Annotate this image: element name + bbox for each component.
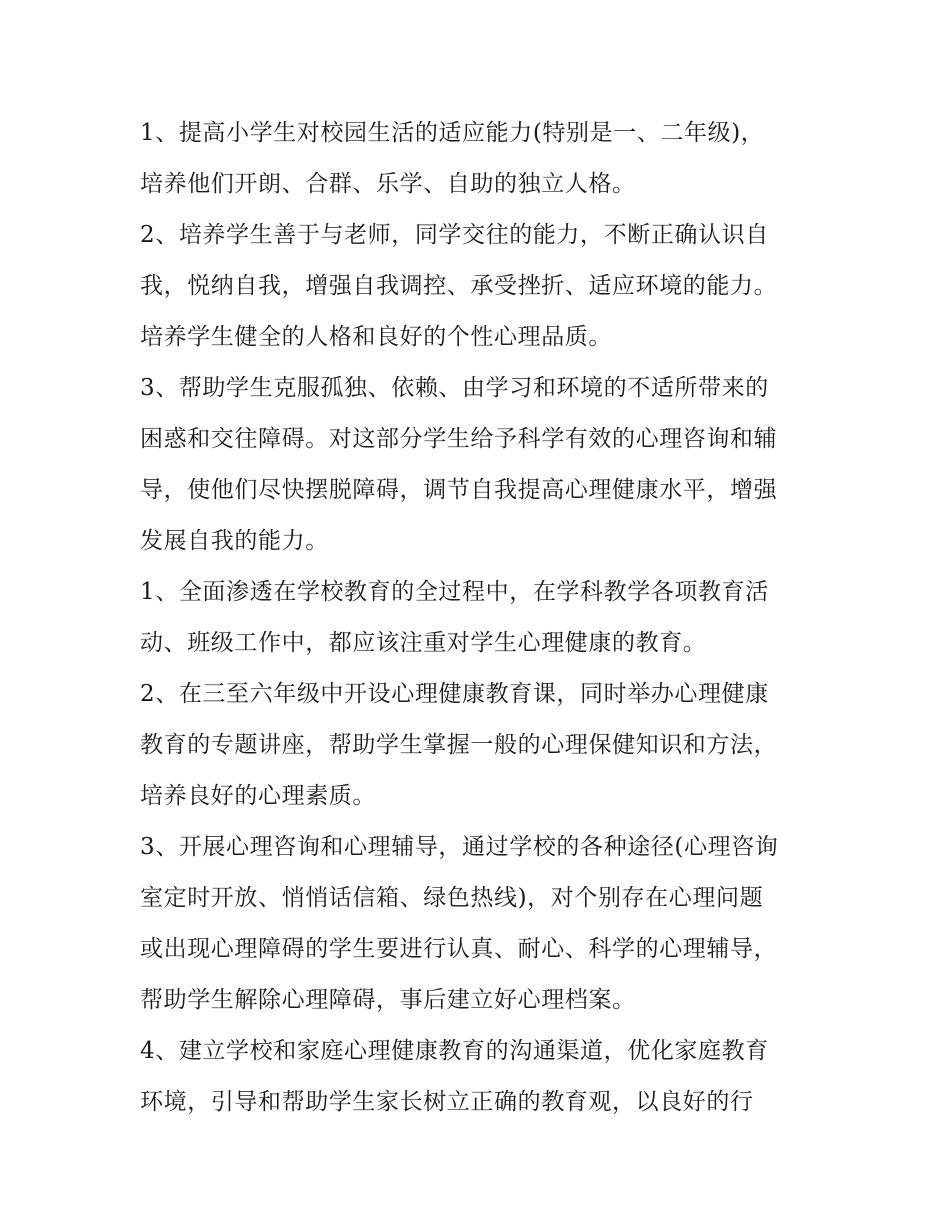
text-line: 培养他们开朗、合群、乐学、自助的独立人格。 bbox=[140, 171, 636, 197]
text-line: 培养学生健全的人格和良好的个性心理品质。 bbox=[140, 324, 612, 350]
text-line: 我，悦纳自我，增强自我调控、承受挫折、适应环境的能力。 bbox=[140, 273, 778, 299]
text-line: 困惑和交往障碍。对这部分学生给予科学有效的心理咨询和辅 bbox=[140, 426, 778, 452]
text-line: 培养良好的心理素质。 bbox=[140, 783, 376, 809]
text-line: 帮助学生解除心理障碍，事后建立好心理档案。 bbox=[140, 987, 636, 1013]
text-line: 1、提高小学生对校园生活的适应能力(特别是一、二年级)， bbox=[140, 120, 765, 146]
text-line: 2、在三至六年级中开设心理健康教育课，同时举办心理健康 bbox=[140, 681, 769, 707]
text-line: 或出现心理障碍的学生要进行认真、耐心、科学的心理辅导， bbox=[140, 936, 778, 962]
text-line: 环境，引导和帮助学生家长树立正确的教育观，以良好的行 bbox=[140, 1089, 754, 1115]
text-line: 3、开展心理咨询和心理辅导，通过学校的各种途径(心理咨询 bbox=[140, 834, 779, 860]
text-line: 3、帮助学生克服孤独、依赖、由学习和环境的不适所带来的 bbox=[140, 375, 769, 401]
text-line: 导，使他们尽快摆脱障碍，调节自我提高心理健康水平，增强 bbox=[140, 477, 778, 503]
text-line: 动、班级工作中，都应该注重对学生心理健康的教育。 bbox=[140, 630, 707, 656]
text-line: 发展自我的能力。 bbox=[140, 528, 329, 554]
document-body bbox=[140, 108, 820, 1128]
text-line: 1、全面渗透在学校教育的全过程中，在学科教学各项教育活 bbox=[140, 579, 769, 605]
text-line: 室定时开放、悄悄话信箱、绿色热线)，对个别存在心理问题 bbox=[140, 885, 764, 911]
text-line: 2、培养学生善于与老师，同学交往的能力，不断正确认识自 bbox=[140, 222, 769, 248]
text-line: 4、建立学校和家庭心理健康教育的沟通渠道，优化家庭教育 bbox=[140, 1038, 769, 1064]
text-line: 教育的专题讲座，帮助学生掌握一般的心理保健知识和方法， bbox=[140, 732, 778, 758]
